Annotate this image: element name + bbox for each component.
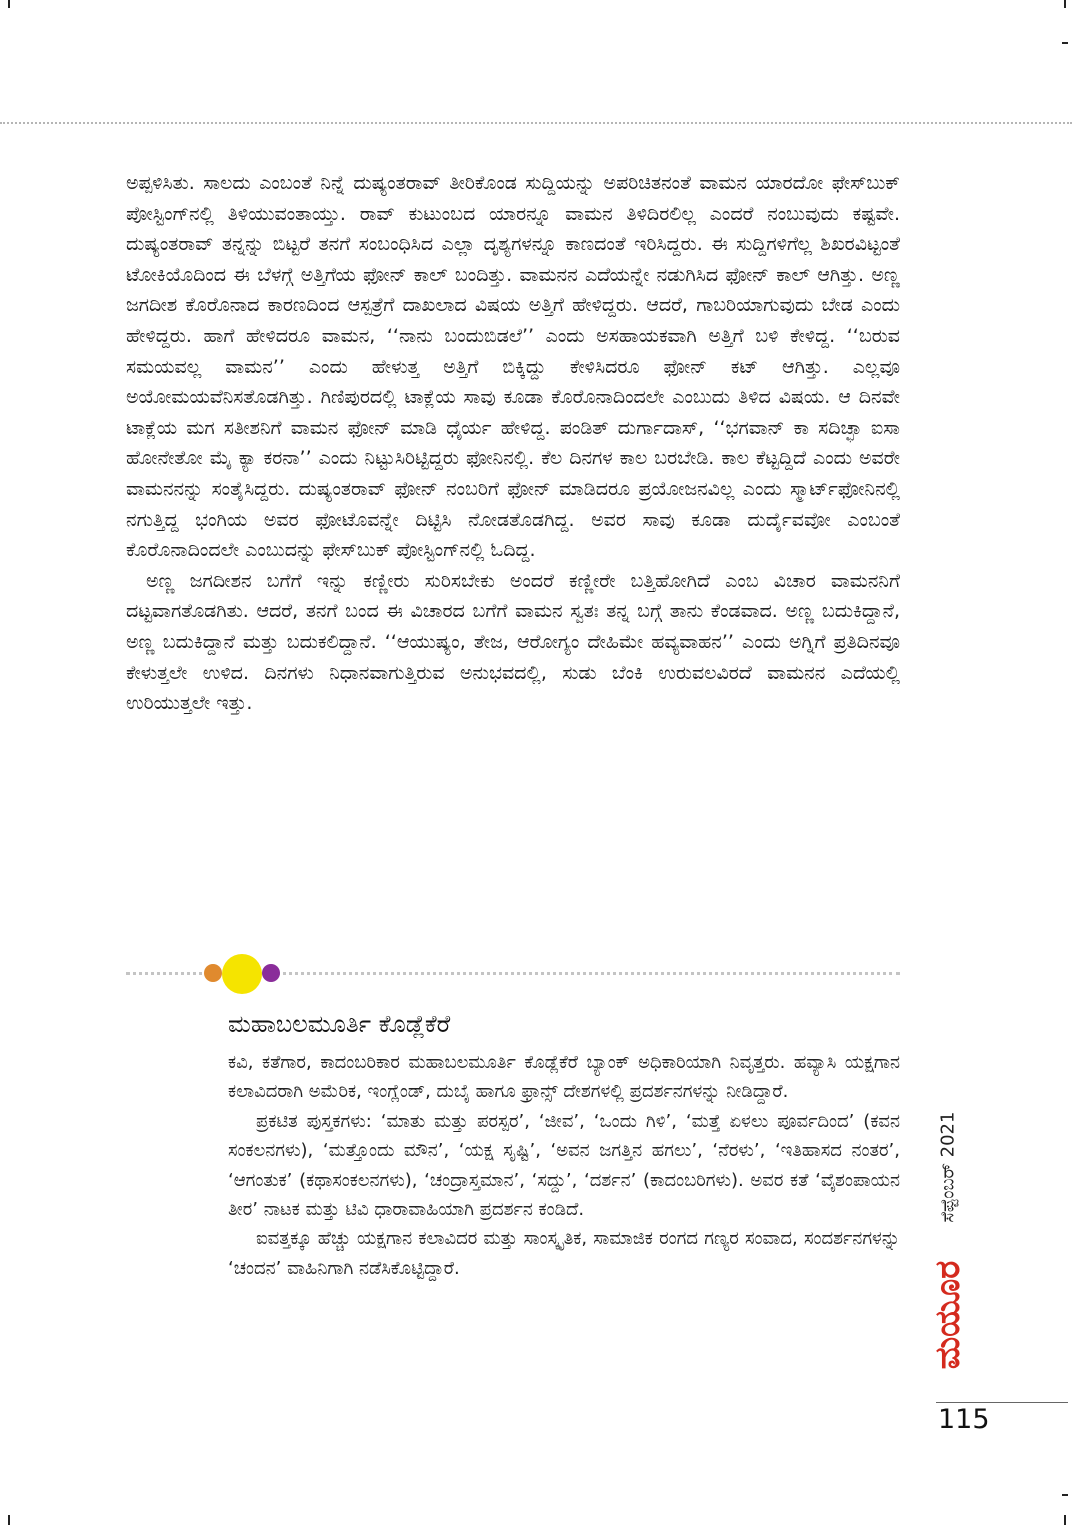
crop-mark [1064, 0, 1066, 8]
article-body [126, 168, 900, 719]
section-divider [126, 960, 900, 990]
author-bio [228, 1048, 900, 1283]
bio-paragraph: ಪ್ರಕಟಿತ ಪುಸ್ತಕಗಳು: ‘ಮಾತು ಮತ್ತು ಪರಸ್ಪರ’, ‘ಜೀವ’, ‘ಒಂದು ಗಿಳಿ’, ‘ಮತ್ತೆ ಏಳಲು ಪೂರ್ವದಿಂದ’ (ಕವನ ಸಂಕಲನಗಳು), ‘ಮತ್ತೊಂದು ಮೌನ’, ‘ಯಕ್ಷ ಸೃಷ್ಟಿ’, ‘ಅವನ ಜಗತ್ತಿನ ಹಗಲು’, ‘ನೆರಳು’, ‘ಇತಿಹಾಸದ ನಂತರ’, ‘ಆಗಂತುಕ’ (ಕಥಾಸಂಕಲನಗಳು), ‘ಚಂದ್ರಾಸ್ತಮಾನ’, ‘ಸದ್ದು’, ‘ದರ್ಶನ’ (ಕಾದಂಬರಿಗಳು). ಅವರ ಕತೆ ‘ವೈಶಂಪಾಯನ ತೀರ’ ನಾಟಕ ಮತ್ತು ಟಿವಿ ಧಾರಾವಾಹಿಯಾಗಿ ಪ್ರದರ್ಶನ ಕಂಡಿದೆ. [228, 1110, 900, 1221]
purple-dot-ornament [262, 964, 280, 982]
page-number: 115 [938, 1404, 990, 1435]
article-paragraph: ಅಪ್ಪಳಿಸಿತು. ಸಾಲದು ಎಂಬಂತೆ ನಿನ್ನೆ ದುಷ್ಯಂತರಾವ್ ತೀರಿಕೊಂಡ ಸುದ್ದಿಯನ್ನು ಅಪರಿಚಿತನಂತೆ ವಾಮನ ಯಾರದೋ ಫೇಸ್‌ಬುಕ್ ಪೋಸ್ಟಿಂಗ್‌ನಲ್ಲಿ ತಿಳಿಯುವಂತಾಯ್ತು. ರಾವ್ ಕುಟುಂಬದ ಯಾರನ್ನೂ ವಾಮನ ತಿಳಿದಿರಲಿಲ್ಲ ಎಂದರೆ ನಂಬುವುದು ಕಷ್ಟವೇ. ದುಷ್ಯಂತರಾವ್ ತನ್ನನ್ನು ಬಿಟ್ಟರೆ ತನಗೆ ಸಂಬಂಧಿಸಿದ ಎಲ್ಲಾ ದೃಶ್ಯಗಳನ್ನೂ ಕಾಣದಂತೆ ಇರಿಸಿದ್ದರು. ಈ ಸುದ್ದಿಗಳಿಗೆಲ್ಲ ಶಿಖರವಿಟ್ಟಂತೆ ಟೋಕಿಯೊದಿಂದ ಈ ಬೆಳಗ್ಗೆ ಅತ್ತಿಗೆಯ ಫೋನ್ ಕಾಲ್ ಬಂದಿತ್ತು. ವಾಮನನ ಎದೆಯನ್ನೇ ನಡುಗಿಸಿದ ಫೋನ್ ಕಾಲ್ ಆಗಿತ್ತು. ಅಣ್ಣ ಜಗದೀಶ ಕೊರೊನಾದ ಕಾರಣದಿಂದ ಆಸ್ಪತ್ರೆಗೆ ದಾಖಲಾದ ವಿಷಯ ಅತ್ತಿಗೆ ಹೇಳಿದ್ದರು. ಆದರೆ, ಗಾಬರಿಯಾಗುವುದು ಬೇಡ ಎಂದು ಹೇಳಿದ್ದರು. ಹಾಗೆ ಹೇಳಿದರೂ ವಾಮನ, ‘‘ನಾನು ಬಂದುಬಿಡಲೆ’’ ಎಂದು ಅಸಹಾಯಕವಾಗಿ ಅತ್ತಿಗೆ ಬಳಿ ಕೇಳಿದ್ದ. ‘‘ಬರುವ ಸಮಯವಲ್ಲ ವಾಮನ’’ ಎಂದು ಹೇಳುತ್ತ ಅತ್ತಿಗೆ ಬಿಕ್ಕಿದ್ದು ಕೇಳಿಸಿದರೂ ಫೋನ್ ಕಟ್ ಆಗಿತ್ತು. ಎಲ್ಲವೂ ಅಯೋಮಯವೆನಿಸತೊಡಗಿತ್ತು. ಗಿಣಿಪುರದಲ್ಲಿ ಟಾಕ್ಲೆಯ ಸಾವು ಕೂಡಾ ಕೊರೊನಾದಿಂದಲೇ ಎಂಬುದು ತಿಳಿದ ವಿಷಯ. ಆ ದಿನವೇ ಟಾಕ್ಲೆಯ ಮಗ ಸತೀಶನಿಗೆ ವಾಮನ ಫೋನ್ ಮಾಡಿ ಧೈರ್ಯ ಹೇಳಿದ್ದ. ಪಂಡಿತ್ ದುರ್ಗಾದಾಸ್, ‘‘ಭಗವಾನ್ ಕಾ ಸದಿಚ್ಛಾ ಐಸಾ ಹೋನೇತೋ ಮೈ ಕ್ಯಾ ಕರನಾ’’ ಎಂದು ನಿಟ್ಟುಸಿರಿಟ್ಟಿದ್ದರು ಫೋನಿನಲ್ಲಿ. ಕೆಲ ದಿನಗಳ ಕಾಲ ಬರಬೇಡಿ. ಕಾಲ ಕೆಟ್ಟದ್ದಿದೆ ಎಂದು ಅವರೇ ವಾಮನನನ್ನು ಸಂತೈಸಿದ್ದರು. ದುಷ್ಯಂತರಾವ್ ಫೋನ್ ನಂಬರಿಗೆ ಫೋನ್ ಮಾಡಿದರೂ ಪ್ರಯೋಜನವಿಲ್ಲ ಎಂದು ಸ್ಮಾರ್ಟ್‌ಫೋನಿನಲ್ಲಿ ನಗುತ್ತಿದ್ದ ಭಂಗಿಯ ಅವರ ಫೋಟೊವನ್ನೇ ದಿಟ್ಟಿಸಿ ನೋಡತೊಡಗಿದ್ದ. ಅವರ ಸಾವು ಕೂಡಾ ದುರ್ದೈವವೋ ಎಂಬಂತೆ ಕೊರೊನಾದಿಂದಲೇ ಎಂಬುದನ್ನು ಫೇಸ್‌ಬುಕ್ ಪೋಸ್ಟಿಂಗ್‌ನಲ್ಲಿ ಓದಿದ್ದ. [126, 172, 900, 562]
crop-mark [8, 0, 10, 8]
magazine-logo [928, 1250, 968, 1380]
top-dotted-rule [0, 122, 1072, 124]
issue-date-text: ಸೆಪ್ಟೆಂಬರ್ 2021 [937, 1111, 959, 1223]
article-paragraph: ಅಣ್ಣ ಜಗದೀಶನ ಬಗೆಗೆ ಇನ್ನು ಕಣ್ಣೀರು ಸುರಿಸಬೇಕು ಅಂದರೆ ಕಣ್ಣೀರೇ ಬತ್ತಿಹೋಗಿದೆ ಎಂಬ ವಿಚಾರ ವಾಮನನಿಗೆ ದಟ್ಟವಾಗತೊಡಗಿತು. ಆದರೆ, ತನಗೆ ಬಂದ ಈ ವಿಚಾರದ ಬಗೆಗೆ ವಾಮನ ಸ್ವತಃ ತನ್ನ ಬಗ್ಗೆ ತಾನು ಕೆಂಡವಾದ. ಅಣ್ಣ ಬದುಕಿದ್ದಾನೆ, ಅಣ್ಣ ಬದುಕಿದ್ದಾನೆ ಮತ್ತು ಬದುಕಲಿದ್ದಾನೆ. ‘‘ಆಯುಷ್ಯಂ, ತೇಜ, ಆರೋಗ್ಯಂ ದೇಹಿಮೇ ಹವ್ಯವಾಹನ’’ ಎಂದು ಅಗ್ನಿಗೆ ಪ್ರತಿದಿನವೂ ಕೇಳುತ್ತಲೇ ಉಳಿದ. ದಿನಗಳು ನಿಧಾನವಾಗುತ್ತಿರುವ ಅನುಭವದಲ್ಲಿ, ಸುಡು ಬೆಂಕಿ ಉರುವಲವಿರದೆ ವಾಮನನ ಎದೆಯಲ್ಲಿ ಉರಿಯುತ್ತಲೇ ಇತ್ತು. [126, 569, 900, 715]
page-number-rule [936, 1402, 1068, 1403]
magazine-logo-text: ಮಯೂರ [928, 1260, 968, 1370]
issue-date [928, 1092, 968, 1242]
yellow-dot-ornament [222, 954, 262, 994]
bio-paragraph: ಕವಿ, ಕತೆಗಾರ, ಕಾದಂಬರಿಕಾರ ಮಹಾಬಲಮೂರ್ತಿ ಕೊಡ್ಲೆಕೆರೆ ಬ್ಯಾಂಕ್ ಅಧಿಕಾರಿಯಾಗಿ ನಿವೃತ್ತರು. ಹವ್ಯಾಸಿ ಯಕ್ಷಗಾನ ಕಲಾವಿದರಾಗಿ ಅಮೆರಿಕ, ಇಂಗ್ಲೆಂಡ್, ದುಬೈ ಹಾಗೂ ಫ್ರಾನ್ಸ್ ದೇಶಗಳಲ್ಲಿ ಪ್ರದರ್ಶನಗಳನ್ನು ನೀಡಿದ್ದಾರೆ. [228, 1052, 900, 1103]
crop-mark [1062, 1494, 1068, 1496]
orange-dot-ornament [204, 964, 222, 982]
crop-mark [8, 1515, 10, 1525]
crop-mark [1064, 1515, 1066, 1525]
bio-paragraph: ಐವತ್ತಕ್ಕೂ ಹೆಚ್ಚು ಯಕ್ಷಗಾನ ಕಲಾವಿದರ ಮತ್ತು ಸಾಂಸ್ಕೃತಿಕ, ಸಾಮಾಜಿಕ ರಂಗದ ಗಣ್ಯರ ಸಂವಾದ, ಸಂದರ್ಶನಗಳನ್ನು ‘ಚಂದನ’ ವಾಹಿನಿಗಾಗಿ ನಡೆಸಿಕೊಟ್ಟಿದ್ದಾರೆ. [228, 1228, 900, 1279]
author-name: ಮಹಾಬಲಮೂರ್ತಿ ಕೊಡ್ಲೆಕೆರೆ [228, 1010, 451, 1038]
crop-mark [1062, 42, 1068, 44]
